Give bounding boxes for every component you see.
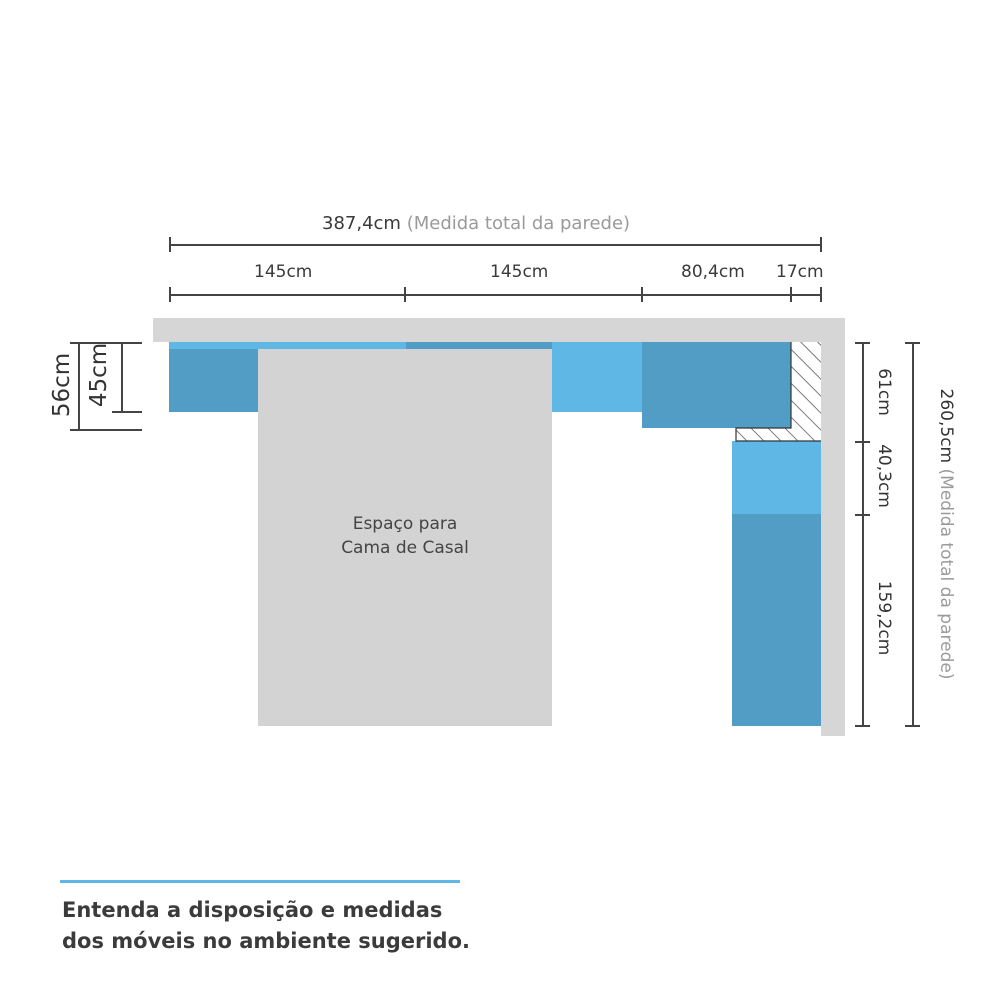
caption-line2: dos móveis no ambiente sugerido. xyxy=(62,929,470,953)
total-width-value: 387,4cm xyxy=(322,213,401,234)
total-height-tick-bottom xyxy=(905,725,920,727)
module-left xyxy=(169,349,258,412)
right-wall xyxy=(821,318,845,736)
right-dim-tick-2 xyxy=(855,514,870,516)
caption-line1: Entenda a disposição e medidas xyxy=(62,898,443,922)
depth-56-line xyxy=(78,342,80,430)
right-segment-3-label: 159,2cm xyxy=(874,580,894,656)
caption xyxy=(62,895,470,957)
right-dim-tick-0 xyxy=(855,342,870,344)
segment-tick-2 xyxy=(641,287,643,302)
right-dim-tick-1 xyxy=(855,441,870,443)
total-height-line xyxy=(912,342,914,726)
bed-label xyxy=(258,512,552,560)
depth-45-line xyxy=(121,342,123,412)
module-right-of-bed xyxy=(552,342,642,412)
total-height-label xyxy=(936,374,956,694)
depth-56-label: 56cm xyxy=(49,352,75,418)
right-dim-tick-3 xyxy=(855,725,870,727)
segment-tick-1 xyxy=(404,287,406,302)
total-width-line xyxy=(169,244,821,246)
right-dim-line xyxy=(862,342,864,726)
module-right-tall xyxy=(732,514,821,726)
total-width-tick-right xyxy=(820,237,822,252)
total-width-note: (Medida total da parede) xyxy=(406,213,631,234)
right-segment-2-label: 40,3cm xyxy=(874,444,894,508)
total-width-tick-left xyxy=(169,237,171,252)
depth-45-label: 45cm xyxy=(86,342,112,408)
total-height-value: 260,5cm xyxy=(936,388,956,464)
segment-2-label: 145cm xyxy=(490,262,549,282)
depth-45-tick-bottom xyxy=(112,411,142,413)
module-corner-upper xyxy=(642,342,791,428)
total-width-label xyxy=(322,213,630,234)
segment-3-label: 80,4cm xyxy=(681,262,745,282)
total-height-note: (Medida total da parede) xyxy=(936,468,956,680)
segment-4-label: 17cm xyxy=(776,262,824,282)
right-segment-1-label: 61cm xyxy=(874,368,894,416)
total-height-tick-top xyxy=(905,342,920,344)
segment-tick-4 xyxy=(820,287,822,302)
segment-tick-3 xyxy=(790,287,792,302)
segment-line xyxy=(169,294,821,296)
top-module-strip-center xyxy=(406,342,552,349)
top-module-strip-left xyxy=(169,342,406,349)
module-right-middle xyxy=(732,441,821,514)
depth-56-tick-bottom xyxy=(70,429,142,431)
segment-1-label: 145cm xyxy=(254,262,313,282)
segment-tick-0 xyxy=(169,287,171,302)
bed-label-line2: Cama de Casal xyxy=(341,538,469,558)
bed-label-line1: Espaço para xyxy=(352,514,458,534)
caption-rule xyxy=(60,880,460,883)
top-wall xyxy=(153,318,845,342)
